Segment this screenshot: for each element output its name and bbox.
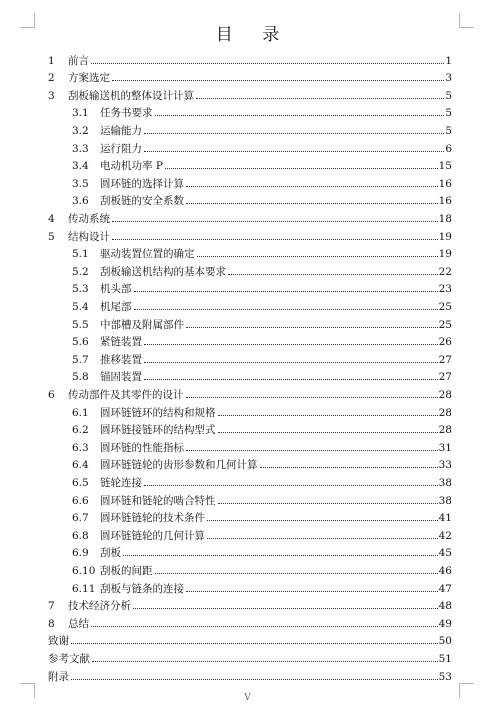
toc-entry-page: 15: [438, 160, 452, 173]
dot-leader: [155, 115, 445, 116]
toc-entry-label: 推移装置: [100, 353, 142, 366]
toc-entry-label: 圆环链和链轮的啮合特性: [100, 494, 216, 507]
toc-entry-number: 7: [48, 600, 55, 613]
dot-leader: [228, 274, 438, 275]
toc-entry-number: 3.2: [72, 124, 89, 137]
toc-entry-label: 传动部件及其零件的设计: [68, 388, 184, 401]
toc-entry-page: 3: [445, 72, 452, 85]
toc-entry-number: 3: [48, 89, 55, 102]
toc-entry-label: 圆环链的性能指标: [100, 441, 184, 454]
toc-entry-page: 41: [438, 512, 452, 525]
toc-entry-number: 3.1: [72, 107, 89, 120]
toc-entry[interactable]: [48, 665, 452, 683]
toc-entry-label: 紧链装置: [100, 336, 142, 349]
dot-leader: [144, 151, 444, 152]
toc-entry-page: 6: [445, 142, 452, 155]
toc-entry-number: 5.6: [72, 336, 89, 349]
dot-leader: [144, 133, 444, 134]
toc-entry[interactable]: [72, 436, 452, 454]
toc-entry-page: 31: [438, 441, 452, 454]
dot-leader: [186, 450, 438, 451]
toc-entry-label: 圆环链接链环的结构型式: [100, 424, 216, 437]
dot-leader: [91, 626, 438, 627]
dot-leader: [196, 98, 444, 99]
toc-entry-number: 5.2: [72, 265, 89, 278]
toc-entry-label: 链轮连接: [100, 476, 142, 489]
dot-leader: [92, 661, 438, 662]
toc-entry-label: 技术经济分析: [68, 600, 131, 613]
toc-entry[interactable]: [72, 524, 452, 542]
toc-entry-page: 25: [438, 318, 452, 331]
toc-entry-label: 前言: [68, 54, 89, 67]
toc-entry-label: 电动机功率 P: [100, 160, 163, 173]
toc-entry-label: 刮板输送机结构的基本要求: [100, 265, 226, 278]
toc-entry-page: 23: [438, 283, 452, 296]
toc-entry-page: 1: [445, 54, 452, 67]
dot-leader: [71, 679, 438, 680]
toc-entry-label: 圆环链链轮的齿形参数和几何计算: [100, 459, 258, 472]
dot-leader: [186, 397, 438, 398]
toc-entry-number: 6.3: [72, 441, 89, 454]
dot-leader: [186, 591, 438, 592]
toc-entry-page: 53: [438, 670, 452, 683]
toc-entry[interactable]: [72, 102, 452, 120]
toc-entry-number: 1: [48, 54, 55, 67]
toc-entry-number: 5.4: [72, 300, 89, 313]
toc-entry-number: 6.5: [72, 476, 89, 489]
toc-entry-label: 锚固装置: [100, 371, 142, 384]
toc-entry-label: 附录: [48, 670, 69, 683]
toc-entry-label: 刮板的间距: [100, 564, 153, 577]
toc-entry[interactable]: [72, 278, 452, 296]
toc-entry-number: 4: [48, 212, 55, 225]
dot-leader: [144, 485, 438, 486]
toc-entry-label: 传动系统: [68, 212, 110, 225]
toc-entry-page: 18: [438, 212, 452, 225]
toc-entry[interactable]: [72, 172, 452, 190]
toc-entry-number: 3.6: [72, 195, 89, 208]
toc-entry-number: 5.7: [72, 353, 89, 366]
toc-entry[interactable]: [72, 419, 452, 437]
toc-entry-page: 48: [438, 600, 452, 613]
toc-entry-label: 刮板: [100, 547, 121, 560]
toc-entry-number: 5: [48, 230, 55, 243]
dot-leader: [186, 327, 438, 328]
dot-leader: [134, 309, 438, 310]
toc-entry-page: 5: [445, 89, 452, 102]
toc-entry[interactable]: [48, 84, 452, 102]
dot-leader: [112, 221, 438, 222]
dot-leader: [165, 168, 438, 169]
toc-entry-label: 圆环链的选择计算: [100, 177, 184, 190]
toc-entry-label: 运行阻力: [100, 142, 142, 155]
toc-entry-number: 6.6: [72, 494, 89, 507]
toc-entry[interactable]: [48, 67, 452, 85]
toc-entry-label: 圆环链链轮的技术条件: [100, 512, 205, 525]
toc-entry[interactable]: [72, 295, 452, 313]
toc-entry-page: 26: [438, 336, 452, 349]
toc-entry-page: 5: [445, 124, 452, 137]
toc-entry-label: 圆环链链轮的几何计算: [100, 529, 205, 542]
toc-entry-page: 25: [438, 300, 452, 313]
toc-entry[interactable]: [72, 119, 452, 137]
dot-leader: [144, 362, 438, 363]
toc-entry-page: 38: [438, 494, 452, 507]
toc-entry-page: 46: [438, 564, 452, 577]
toc-entry[interactable]: [72, 137, 452, 155]
toc-entry[interactable]: [72, 507, 452, 525]
toc-entry[interactable]: [72, 559, 452, 577]
toc-entry[interactable]: [48, 383, 452, 401]
toc-entry-number: 6.11: [72, 582, 96, 595]
toc-entry-label: 机头部: [100, 283, 132, 296]
toc-entry-label: 机尾部: [100, 300, 132, 313]
dot-leader: [218, 503, 438, 504]
toc-entry-page: 28: [438, 424, 452, 437]
toc-entry-page: 51: [438, 652, 452, 665]
toc-entry-number: 6.1: [72, 406, 89, 419]
toc-entry-label: 中部槽及附属部件: [100, 318, 184, 331]
dot-leader: [218, 415, 438, 416]
toc-entry-page: 50: [438, 635, 452, 648]
toc-entry-number: 5.8: [72, 371, 89, 384]
toc-entry[interactable]: [72, 454, 452, 472]
dot-leader: [218, 432, 438, 433]
dot-leader: [112, 80, 444, 81]
toc-entry[interactable]: [48, 225, 452, 243]
toc-entry[interactable]: [48, 49, 452, 67]
toc-entry-number: 6.4: [72, 459, 89, 472]
toc-entry-label: 驱动装置位置的确定: [100, 248, 195, 261]
toc-entry-page: 16: [438, 195, 452, 208]
dot-leader: [123, 555, 438, 556]
dot-leader: [144, 344, 438, 345]
toc-entry-label: 刮板输送机的整体设计计算: [68, 89, 194, 102]
dot-leader: [207, 520, 438, 521]
toc-entry-number: 6.8: [72, 529, 89, 542]
dot-leader: [155, 573, 438, 574]
toc-entry-label: 刮板与链条的连接: [100, 582, 184, 595]
page-number-footer: V: [244, 693, 251, 703]
toc-entry-page: 5: [445, 107, 452, 120]
dot-leader: [133, 608, 438, 609]
toc-entry[interactable]: [72, 489, 452, 507]
dot-leader: [144, 379, 438, 380]
toc-entry-label: 任务书要求: [100, 107, 153, 120]
toc-entry-number: 8: [48, 617, 55, 630]
dot-leader: [186, 203, 438, 204]
toc-entry[interactable]: [72, 331, 452, 349]
toc-entry-label: 总结: [68, 617, 89, 630]
toc-entry-number: 5.1: [72, 248, 89, 261]
toc-entry[interactable]: [48, 647, 452, 665]
toc-entry-page: 47: [438, 582, 452, 595]
toc-entry[interactable]: [72, 190, 452, 208]
toc-entry-number: 6.7: [72, 512, 89, 525]
toc-entry-page: 16: [438, 177, 452, 190]
toc-entry-page: 49: [438, 617, 452, 630]
toc-entry-page: 19: [438, 230, 452, 243]
dot-leader: [260, 467, 438, 468]
toc-entry-number: 6.10: [72, 564, 96, 577]
dot-leader: [207, 538, 438, 539]
toc-entry-label: 圆环链链环的结构和规格: [100, 406, 216, 419]
toc-entry-number: 3.5: [72, 177, 89, 190]
dot-leader: [186, 186, 438, 187]
toc-entry[interactable]: [72, 542, 452, 560]
toc-entry-number: 6.2: [72, 424, 89, 437]
toc-entry-label: 方案选定: [68, 72, 110, 85]
toc-entry-number: 2: [48, 72, 55, 85]
toc-entry[interactable]: [72, 577, 452, 595]
toc-entry-number: 5.5: [72, 318, 89, 331]
toc-entry[interactable]: [72, 401, 452, 419]
dot-leader: [91, 63, 444, 64]
toc-entry[interactable]: [48, 207, 452, 225]
toc-entry[interactable]: [72, 155, 452, 173]
toc-entry-number: 3.4: [72, 160, 89, 173]
toc-entry-page: 27: [438, 371, 452, 384]
dot-leader: [134, 291, 438, 292]
toc-entry-number: 6.9: [72, 547, 89, 560]
toc-entry[interactable]: [72, 348, 452, 366]
toc-entry[interactable]: [72, 366, 452, 384]
toc-entry-page: 22: [438, 265, 452, 278]
toc-entry[interactable]: [48, 612, 452, 630]
toc-entry-page: 42: [438, 529, 452, 542]
toc-entry-label: 运输能力: [100, 124, 142, 137]
toc-entry[interactable]: [48, 595, 452, 613]
dot-leader: [71, 643, 438, 644]
toc-entry-page: 33: [438, 459, 452, 472]
toc-entry[interactable]: [72, 243, 452, 261]
toc-entry-page: 27: [438, 353, 452, 366]
toc-entry-page: 19: [438, 248, 452, 261]
toc-entry-page: 45: [438, 547, 452, 560]
dot-leader: [112, 239, 438, 240]
toc-entry-number: 5.3: [72, 283, 89, 296]
toc-entry[interactable]: [72, 260, 452, 278]
dot-leader: [197, 256, 438, 257]
toc-entry[interactable]: [48, 630, 452, 648]
toc-entry[interactable]: [72, 313, 452, 331]
toc-entry[interactable]: [72, 471, 452, 489]
toc-entry-page: 28: [438, 388, 452, 401]
toc-entry-label: 刮板链的安全系数: [100, 195, 184, 208]
toc-entry-number: 3.3: [72, 142, 89, 155]
toc-entry-label: 结构设计: [68, 230, 110, 243]
toc-entry-number: 6: [48, 388, 55, 401]
toc-title: 目 录: [215, 25, 292, 45]
toc-entry-page: 28: [438, 406, 452, 419]
toc-entry-label: 致谢: [48, 635, 69, 648]
toc-entry-page: 38: [438, 476, 452, 489]
toc-entry-label: 参考文献: [48, 652, 90, 665]
